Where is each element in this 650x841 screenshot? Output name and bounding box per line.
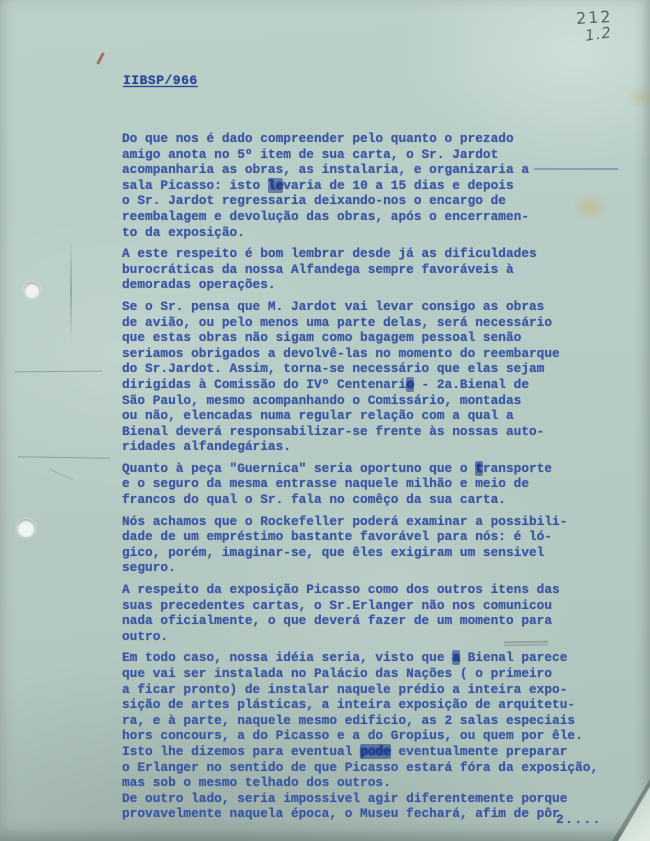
pencil-margin-mark: [18, 456, 110, 459]
correction-rule: [534, 168, 618, 170]
ink-blot: le: [267, 177, 284, 193]
typed-line: São Paulo, mesmo acompanhando o Comissário, montadas: [122, 392, 522, 408]
paragraph: [122, 582, 622, 644]
ink-blot: pode: [360, 743, 391, 759]
paragraph: [122, 461, 622, 508]
typed-line: to da exposição.: [122, 224, 245, 240]
typed-line: dade de um empréstimo bastante favorável para nós: é ló-: [122, 529, 553, 545]
typed-line: amigo anota no 5º item de sua carta, o Sr. Jardot: [122, 146, 499, 162]
typed-line: burocráticas da nossa Alfandega sempre favoráveis à: [122, 261, 514, 277]
typed-line: gico, porém, imaginar-se, que êles exigiram um sensivel: [122, 544, 545, 560]
typed-line: de avião, ou pelo menos uma parte delas, será necessário: [122, 314, 553, 330]
paragraph: [122, 514, 622, 576]
ink-tick-mark: [96, 52, 105, 65]
typed-line: sição de artes plásticas, a inteira exposição de arquitetu-: [122, 697, 576, 713]
typed-line: hors concours, a do Picasso e a do Gropius, ou quem por êle.: [122, 728, 583, 744]
typed-line: a ficar pronto) de instalar naquele prédio a inteira expo-: [122, 681, 568, 697]
typed-line: que estas obras não sigam como bagagem pessoal senão: [122, 330, 522, 346]
typed-line: Do que nos é dado compreender pelo quanto o prezado: [122, 131, 514, 146]
paragraph: [122, 131, 622, 240]
typed-line: francos do qual o Sr. fala no comêço da sua carta.: [122, 492, 506, 508]
continuation-mark: 2....: [556, 812, 602, 827]
ink-blot: t: [475, 460, 483, 476]
typed-line: o Sr. Jardot regressaria deixando-nos o encargo de: [122, 193, 506, 209]
typed-line: A respeito da exposição Picasso como dos outros itens das: [122, 582, 560, 598]
typed-line: Quanto à peça "Guernica" seria oportuno que o transporte: [122, 460, 553, 476]
pencil-annotation-top: 212: [575, 7, 614, 28]
typed-line: o Erlanger no sentido de que Picasso estará fóra da exposição,: [122, 759, 599, 775]
paragraph: [122, 299, 622, 455]
pencil-margin-mark: [49, 469, 73, 480]
typed-line: seguro.: [122, 560, 176, 576]
paragraph: [122, 650, 622, 822]
typed-line: Isto lhe dizemos para eventual pode eventualmente preparar: [122, 743, 568, 759]
typed-line: Em todo caso, nossa idéia seria, visto que a Bienal parece: [122, 650, 568, 666]
typed-line: ridades alfandegárias.: [122, 439, 291, 455]
folded-corner: [608, 779, 650, 841]
typed-line: provavelmente naquela época, o Museu fechará, afim de pôr: [122, 806, 560, 822]
paper-crease: [70, 238, 72, 343]
punch-hole-bottom: [17, 519, 35, 537]
document-reference: IIBSP/966: [123, 73, 198, 88]
typed-line: seriamos obrigados a devolvê-las no momento do reembarque: [122, 345, 560, 361]
typed-line: suas precedentes cartas, o Sr.Erlanger não nos comunicou: [122, 597, 553, 613]
typed-line: ou não, elencadas numa regular relação com a qual a: [122, 408, 514, 424]
typed-line: Se o Sr. pensa que M. Jardot vai levar consigo as obras: [122, 298, 545, 314]
typed-line: mas sob o mesmo telhado dos outros.: [122, 775, 391, 791]
typed-line: nada oficialmente, o que deverá fazer de um momento para: [122, 613, 553, 629]
typed-line: do Sr.Jardot. Assim, torna-se necessário que elas sejam: [122, 361, 545, 377]
punch-hole-top: [24, 282, 40, 298]
ink-blot: a: [452, 650, 460, 666]
letter-body: [122, 131, 622, 828]
typed-line: Nós achamos que o Rockefeller poderá examinar a possibili-: [122, 513, 568, 529]
pencil-margin-mark: [14, 371, 102, 373]
typed-line: e o seguro da mesma entrasse naquele milhão e meio de: [122, 476, 530, 492]
ink-blot: o: [406, 376, 414, 392]
typed-line: ra, e à parte, naquele mesmo edificio, as 2 salas especiais: [122, 712, 576, 728]
typed-line: demoradas operações.: [122, 277, 276, 293]
typed-line: dirigidas à Comissão do IVº Centenario - 2a.Bienal de: [122, 376, 530, 392]
typed-line: acompanharia as obras, as instalaria, e organizaria a: [122, 162, 622, 178]
typed-line: De outro lado, seria impossivel agir diferentemente porque: [122, 790, 568, 806]
paragraph: [122, 246, 622, 293]
typed-line: sala Picasso: isto levaria de 10 a 15 dias e depois: [122, 177, 514, 193]
typed-line: A este respeito é bom lembrar desde já as dificuldades: [122, 246, 537, 262]
typed-line: outro.: [122, 628, 169, 644]
typed-line: reembalagem e devolução das obras, após o encerramen-: [122, 208, 530, 224]
typed-line: que vai ser instalada no Palácio das Nações ( o primeiro: [122, 666, 553, 681]
typed-line: Bienal deverá responsabilizar-se frente às nossas auto-: [122, 423, 545, 439]
pencil-annotation-bottom: 1.2: [583, 23, 613, 45]
